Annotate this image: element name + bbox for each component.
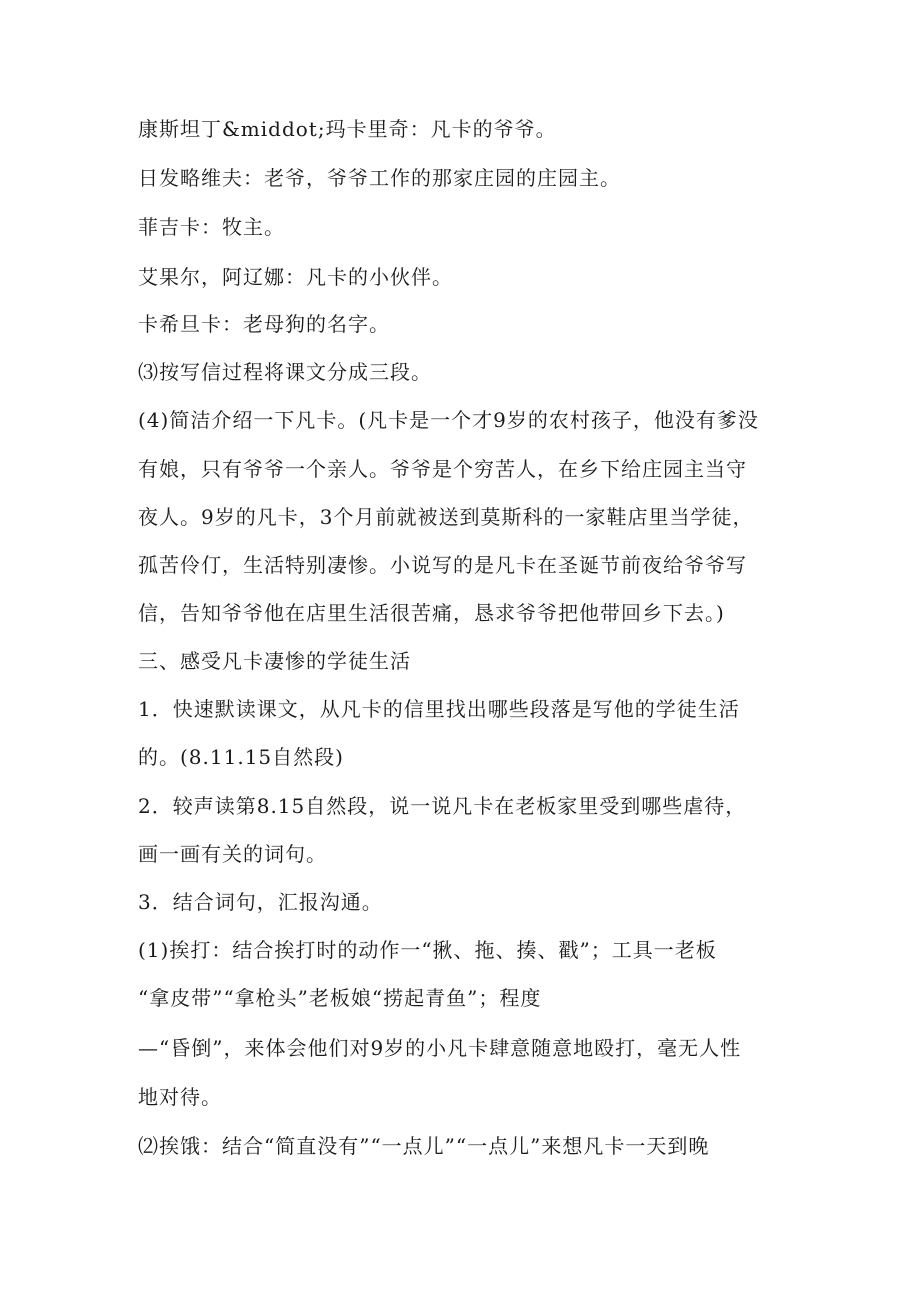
text-line: 日发略维夫：老爷，爷爷工作的那家庄园的庄园主。 <box>138 166 621 190</box>
text-line: ⑶按写信过程将课文分成三段。 <box>138 360 432 384</box>
text-line: 信，告知爷爷他在店里生活很苦痛，恳求爷爷把他带回乡下去。) <box>138 601 725 625</box>
section-heading: 三、感受凡卡凄惨的学徒生活 <box>138 649 411 673</box>
text-line: 孤苦伶仃，生活特别凄惨。小说写的是凡卡在圣诞节前夜给爷爷写 <box>138 553 747 577</box>
text-line: 艾果尔，阿辽娜：凡卡的小伙伴。 <box>138 265 453 289</box>
text-line: 1．快速默读课文，从凡卡的信里找出哪些段落是写他的学徒生活 <box>138 697 740 721</box>
text-line: “拿皮带”“拿枪头”老板娘“捞起青鱼”；程度 <box>138 986 542 1010</box>
text-line: 康斯坦丁&middot;玛卡里奇：凡卡的爷爷。 <box>138 117 557 141</box>
text-line: 卡希旦卡：老母狗的名字。 <box>138 312 390 336</box>
text-line: (4)简洁介绍一下凡卡。(凡卡是一个才9岁的农村孩子，他没有爹没 <box>138 408 759 432</box>
text-line: 地对待。 <box>138 1085 222 1109</box>
text-line: 的。(8.11.15自然段) <box>138 745 344 769</box>
text-line: 3．结合词句，汇报沟通。 <box>138 890 383 914</box>
text-line: —“昏倒”，来体会他们对9岁的小凡卡肆意随意地殴打，毫无人性 <box>138 1036 742 1060</box>
text-line: 菲吉卡：牧主。 <box>138 215 285 239</box>
text-line: 夜人。9岁的凡卡，3个月前就被送到莫斯科的一家鞋店里当学徒， <box>138 505 754 529</box>
text-line: 有娘，只有爷爷一个亲人。爷爷是个穷苦人，在乡下给庄园主当守 <box>138 457 747 481</box>
text-line: 2．较声读第8.15自然段，说一说凡卡在老板家里受到哪些虐待， <box>138 794 747 818</box>
text-line: ⑵挨饿：结合“简直没有”“一点儿”“一点儿”来想凡卡一天到晚 <box>138 1134 710 1158</box>
text-line: 画一画有关的词句。 <box>138 842 327 866</box>
text-line: (1)挨打：结合挨打时的动作一“揪、拖、揍、戳”；工具一老板 <box>138 938 717 962</box>
